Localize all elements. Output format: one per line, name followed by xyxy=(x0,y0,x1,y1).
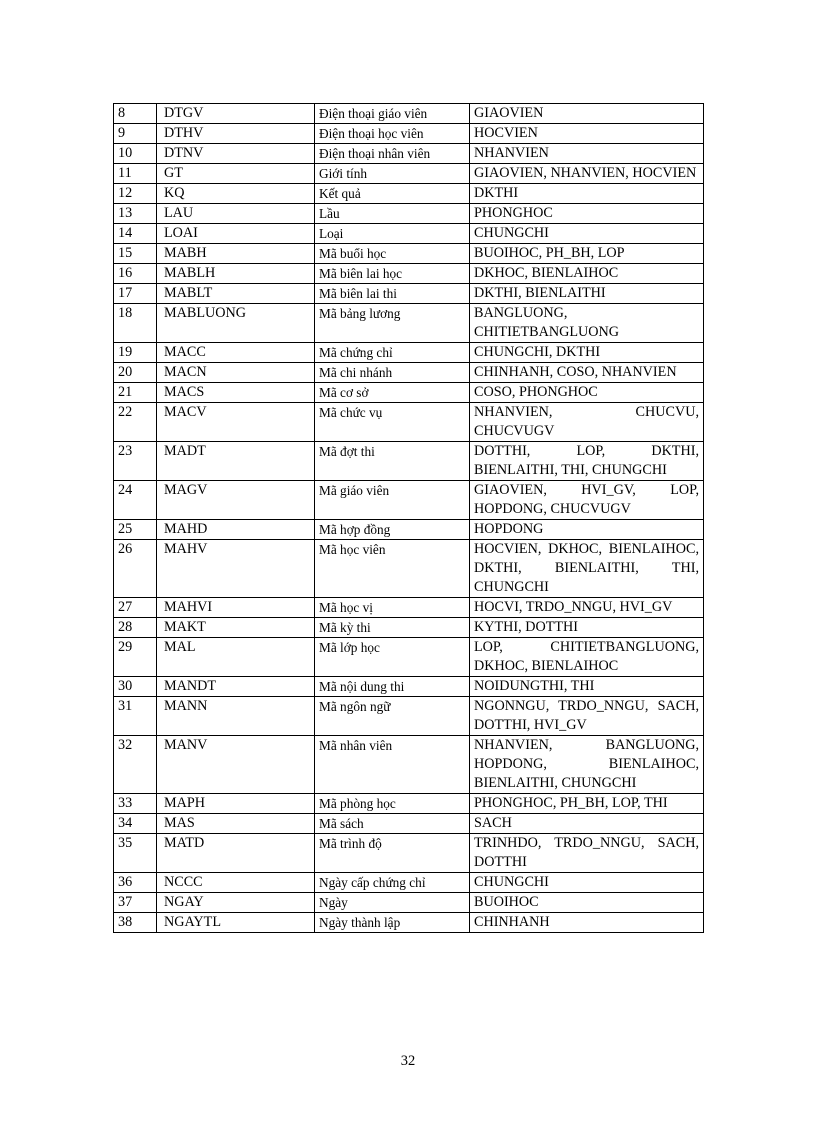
table-row xyxy=(114,383,704,403)
attribute-code-cell: MACC xyxy=(157,343,315,363)
row-number-cell: 9 xyxy=(114,124,157,144)
table-row xyxy=(114,343,704,363)
row-number-cell: 12 xyxy=(114,184,157,204)
attribute-description-cell: Mã buổi học xyxy=(315,244,470,264)
row-number-cell: 11 xyxy=(114,164,157,184)
attribute-code-cell: NCCC xyxy=(157,873,315,893)
table-row xyxy=(114,834,704,873)
related-tables-cell: CHUNGCHI xyxy=(470,224,704,244)
table-row xyxy=(114,638,704,677)
table-row xyxy=(114,244,704,264)
table-row xyxy=(114,794,704,814)
related-tables-cell: NHANVIEN, CHUCVU, CHUCVUGV xyxy=(470,403,704,442)
attribute-code-cell: NGAYTL xyxy=(157,913,315,933)
row-number-cell: 35 xyxy=(114,834,157,873)
attribute-description-cell: Điện thoại nhân viên xyxy=(315,144,470,164)
table-row xyxy=(114,736,704,794)
related-tables-cell: CHUNGCHI xyxy=(470,873,704,893)
row-number-cell: 33 xyxy=(114,794,157,814)
table-row xyxy=(114,204,704,224)
row-number-cell: 8 xyxy=(114,104,157,124)
related-tables-cell: HOPDONG xyxy=(470,520,704,540)
row-number-cell: 22 xyxy=(114,403,157,442)
attribute-code-cell: KQ xyxy=(157,184,315,204)
row-number-cell: 17 xyxy=(114,284,157,304)
attribute-description-cell: Mã lớp học xyxy=(315,638,470,677)
related-tables-cell: BANGLUONG, CHITIETBANGLUONG xyxy=(470,304,704,343)
table-row xyxy=(114,677,704,697)
attribute-description-cell: Mã ngôn ngữ xyxy=(315,697,470,736)
related-tables-cell: COSO, PHONGHOC xyxy=(470,383,704,403)
row-number-cell: 26 xyxy=(114,540,157,598)
row-number-cell: 13 xyxy=(114,204,157,224)
attribute-code-cell: MACS xyxy=(157,383,315,403)
table-row xyxy=(114,893,704,913)
table-row xyxy=(114,442,704,481)
row-number-cell: 16 xyxy=(114,264,157,284)
table-row xyxy=(114,873,704,893)
attribute-description-cell: Ngày xyxy=(315,893,470,913)
related-tables-cell: HOCVIEN xyxy=(470,124,704,144)
attribute-code-cell: GT xyxy=(157,164,315,184)
table-row xyxy=(114,164,704,184)
attribute-code-cell: MAS xyxy=(157,814,315,834)
related-tables-cell: LOP, CHITIETBANGLUONG, DKHOC, BIENLAIHOC xyxy=(470,638,704,677)
attribute-code-cell: MABLH xyxy=(157,264,315,284)
attribute-description-cell: Ngày cấp chứng chỉ xyxy=(315,873,470,893)
table-row xyxy=(114,224,704,244)
attribute-code-cell: MANDT xyxy=(157,677,315,697)
table-row xyxy=(114,124,704,144)
attribute-code-cell: MACV xyxy=(157,403,315,442)
related-tables-cell: DKTHI xyxy=(470,184,704,204)
attribute-description-cell: Giới tính xyxy=(315,164,470,184)
table-row xyxy=(114,264,704,284)
table-row xyxy=(114,814,704,834)
row-number-cell: 28 xyxy=(114,618,157,638)
related-tables-cell: GIAOVIEN xyxy=(470,104,704,124)
row-number-cell: 23 xyxy=(114,442,157,481)
attribute-code-cell: DTNV xyxy=(157,144,315,164)
attribute-description-cell: Mã biên lai học xyxy=(315,264,470,284)
row-number-cell: 31 xyxy=(114,697,157,736)
table-row xyxy=(114,144,704,164)
attribute-code-cell: MAHD xyxy=(157,520,315,540)
table-row xyxy=(114,598,704,618)
attribute-code-cell: MAKT xyxy=(157,618,315,638)
attribute-code-cell: MABH xyxy=(157,244,315,264)
attribute-code-cell: LAU xyxy=(157,204,315,224)
attribute-code-cell: DTHV xyxy=(157,124,315,144)
row-number-cell: 14 xyxy=(114,224,157,244)
related-tables-cell: DKHOC, BIENLAIHOC xyxy=(470,264,704,284)
attribute-code-cell: MABLT xyxy=(157,284,315,304)
attribute-description-cell: Mã kỳ thi xyxy=(315,618,470,638)
related-tables-cell: KYTHI, DOTTHI xyxy=(470,618,704,638)
attribute-description-cell: Mã nội dung thi xyxy=(315,677,470,697)
row-number-cell: 15 xyxy=(114,244,157,264)
attribute-description-cell: Mã nhân viên xyxy=(315,736,470,794)
row-number-cell: 20 xyxy=(114,363,157,383)
row-number-cell: 25 xyxy=(114,520,157,540)
attribute-description-cell: Mã học vị xyxy=(315,598,470,618)
attribute-code-cell: MATD xyxy=(157,834,315,873)
attribute-code-cell: MANV xyxy=(157,736,315,794)
attribute-code-cell: LOAI xyxy=(157,224,315,244)
attribute-description-cell: Mã sách xyxy=(315,814,470,834)
related-tables-cell: CHINHANH, COSO, NHANVIEN xyxy=(470,363,704,383)
table-row xyxy=(114,304,704,343)
table-row xyxy=(114,284,704,304)
related-tables-cell: NOIDUNGTHI, THI xyxy=(470,677,704,697)
related-tables-cell: GIAOVIEN, NHANVIEN, HOCVIEN xyxy=(470,164,704,184)
related-tables-cell: HOCVIEN, DKHOC, BIENLAIHOC, DKTHI, BIENLAITHI, THI, CHUNGCHI xyxy=(470,540,704,598)
attribute-code-cell: MABLUONG xyxy=(157,304,315,343)
attribute-description-cell: Mã biên lai thi xyxy=(315,284,470,304)
related-tables-cell: BUOIHOC, PH_BH, LOP xyxy=(470,244,704,264)
attribute-code-cell: MAHVI xyxy=(157,598,315,618)
related-tables-cell: SACH xyxy=(470,814,704,834)
table-row xyxy=(114,520,704,540)
table-row xyxy=(114,540,704,598)
related-tables-cell: CHINHANH xyxy=(470,913,704,933)
related-tables-cell: PHONGHOC, PH_BH, LOP, THI xyxy=(470,794,704,814)
attribute-description-cell: Điện thoại học viên xyxy=(315,124,470,144)
attribute-description-cell: Mã chi nhánh xyxy=(315,363,470,383)
related-tables-cell: DOTTHI, LOP, DKTHI, BIENLAITHI, THI, CHUNGCHI xyxy=(470,442,704,481)
table-row xyxy=(114,363,704,383)
row-number-cell: 19 xyxy=(114,343,157,363)
row-number-cell: 18 xyxy=(114,304,157,343)
related-tables-cell: CHUNGCHI, DKTHI xyxy=(470,343,704,363)
attribute-table-body xyxy=(114,104,704,933)
row-number-cell: 21 xyxy=(114,383,157,403)
attribute-description-cell: Loại xyxy=(315,224,470,244)
related-tables-cell: NHANVIEN, BANGLUONG, HOPDONG, BIENLAIHOC, BIENLAITHI, CHUNGCHI xyxy=(470,736,704,794)
attribute-description-cell: Mã hợp đồng xyxy=(315,520,470,540)
attribute-description-cell: Mã bảng lương xyxy=(315,304,470,343)
attribute-description-cell: Mã phòng học xyxy=(315,794,470,814)
row-number-cell: 36 xyxy=(114,873,157,893)
row-number-cell: 10 xyxy=(114,144,157,164)
table-row xyxy=(114,618,704,638)
attribute-code-cell: MADT xyxy=(157,442,315,481)
table-row xyxy=(114,697,704,736)
row-number-cell: 37 xyxy=(114,893,157,913)
attribute-code-cell: MACN xyxy=(157,363,315,383)
row-number-cell: 27 xyxy=(114,598,157,618)
related-tables-cell: NHANVIEN xyxy=(470,144,704,164)
attribute-description-cell: Lầu xyxy=(315,204,470,224)
table-row xyxy=(114,184,704,204)
row-number-cell: 38 xyxy=(114,913,157,933)
related-tables-cell: TRINHDO, TRDO_NNGU, SACH, DOTTHI xyxy=(470,834,704,873)
row-number-cell: 24 xyxy=(114,481,157,520)
attribute-code-cell: NGAY xyxy=(157,893,315,913)
attribute-description-cell: Kết quả xyxy=(315,184,470,204)
related-tables-cell: PHONGHOC xyxy=(470,204,704,224)
attribute-description-cell: Ngày thành lập xyxy=(315,913,470,933)
attribute-description-cell: Mã giáo viên xyxy=(315,481,470,520)
attribute-code-cell: DTGV xyxy=(157,104,315,124)
related-tables-cell: GIAOVIEN, HVI_GV, LOP, HOPDONG, CHUCVUGV xyxy=(470,481,704,520)
row-number-cell: 29 xyxy=(114,638,157,677)
attribute-description-cell: Mã học viên xyxy=(315,540,470,598)
table-row xyxy=(114,481,704,520)
related-tables-cell: DKTHI, BIENLAITHI xyxy=(470,284,704,304)
attribute-description-cell: Mã chứng chỉ xyxy=(315,343,470,363)
attribute-code-cell: MANN xyxy=(157,697,315,736)
attribute-code-cell: MAHV xyxy=(157,540,315,598)
table-row xyxy=(114,403,704,442)
page-number: 32 xyxy=(400,1053,416,1069)
related-tables-cell: BUOIHOC xyxy=(470,893,704,913)
related-tables-cell: NGONNGU, TRDO_NNGU, SACH, DOTTHI, HVI_GV xyxy=(470,697,704,736)
table-row xyxy=(114,104,704,124)
attribute-code-cell: MAL xyxy=(157,638,315,677)
attribute-code-cell: MAGV xyxy=(157,481,315,520)
row-number-cell: 32 xyxy=(114,736,157,794)
attribute-description-cell: Mã đợt thi xyxy=(315,442,470,481)
row-number-cell: 30 xyxy=(114,677,157,697)
attribute-description-cell: Mã cơ sở xyxy=(315,383,470,403)
attribute-description-cell: Mã chức vụ xyxy=(315,403,470,442)
attribute-description-cell: Mã trình độ xyxy=(315,834,470,873)
attribute-code-cell: MAPH xyxy=(157,794,315,814)
related-tables-cell: HOCVI, TRDO_NNGU, HVI_GV xyxy=(470,598,704,618)
row-number-cell: 34 xyxy=(114,814,157,834)
table-row xyxy=(114,913,704,933)
attribute-description-cell: Điện thoại giáo viên xyxy=(315,104,470,124)
attribute-table xyxy=(113,103,704,933)
